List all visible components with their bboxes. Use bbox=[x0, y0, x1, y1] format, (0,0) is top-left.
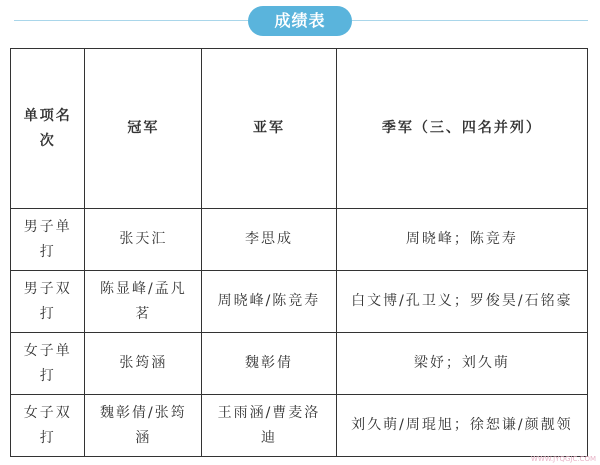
row-runner-up: 王雨涵/曹麦洛迪 bbox=[202, 395, 337, 457]
row-runner-up: 李思成 bbox=[202, 209, 337, 271]
row-category: 女子单打 bbox=[11, 333, 85, 395]
table-row bbox=[11, 395, 588, 457]
title-bar bbox=[0, 6, 600, 36]
header-category: 单项名次 bbox=[11, 49, 85, 209]
row-third: 白文博/孔卫义；罗俊昊/石铭豪 bbox=[336, 271, 587, 333]
header-champion: 冠军 bbox=[85, 49, 202, 209]
title-divider-right bbox=[352, 20, 588, 21]
table-row bbox=[11, 333, 588, 395]
table-header-row bbox=[11, 49, 588, 209]
page-title: 成绩表 bbox=[248, 6, 352, 36]
table-row bbox=[11, 271, 588, 333]
row-third: 周晓峰；陈竞寿 bbox=[336, 209, 587, 271]
header-third: 季军（三、四名并列） bbox=[336, 49, 587, 209]
row-runner-up: 周晓峰/陈竞寿 bbox=[202, 271, 337, 333]
watermark: WWW.JYQGJC.COM bbox=[530, 455, 596, 463]
row-runner-up: 魏彰倩 bbox=[202, 333, 337, 395]
title-divider-left bbox=[14, 20, 248, 21]
header-runner-up: 亚军 bbox=[202, 49, 337, 209]
row-champion: 张天汇 bbox=[85, 209, 202, 271]
row-category: 男子双打 bbox=[11, 271, 85, 333]
row-champion: 张筠涵 bbox=[85, 333, 202, 395]
row-category: 男子单打 bbox=[11, 209, 85, 271]
table-row bbox=[11, 209, 588, 271]
row-category: 女子双打 bbox=[11, 395, 85, 457]
row-champion: 陈显峰/孟凡茗 bbox=[85, 271, 202, 333]
row-third: 刘久萌/周琨旭；徐恕谦/颜靓领 bbox=[336, 395, 587, 457]
row-champion: 魏彰倩/张筠涵 bbox=[85, 395, 202, 457]
row-third: 梁妤；刘久萌 bbox=[336, 333, 587, 395]
results-table bbox=[10, 48, 588, 457]
